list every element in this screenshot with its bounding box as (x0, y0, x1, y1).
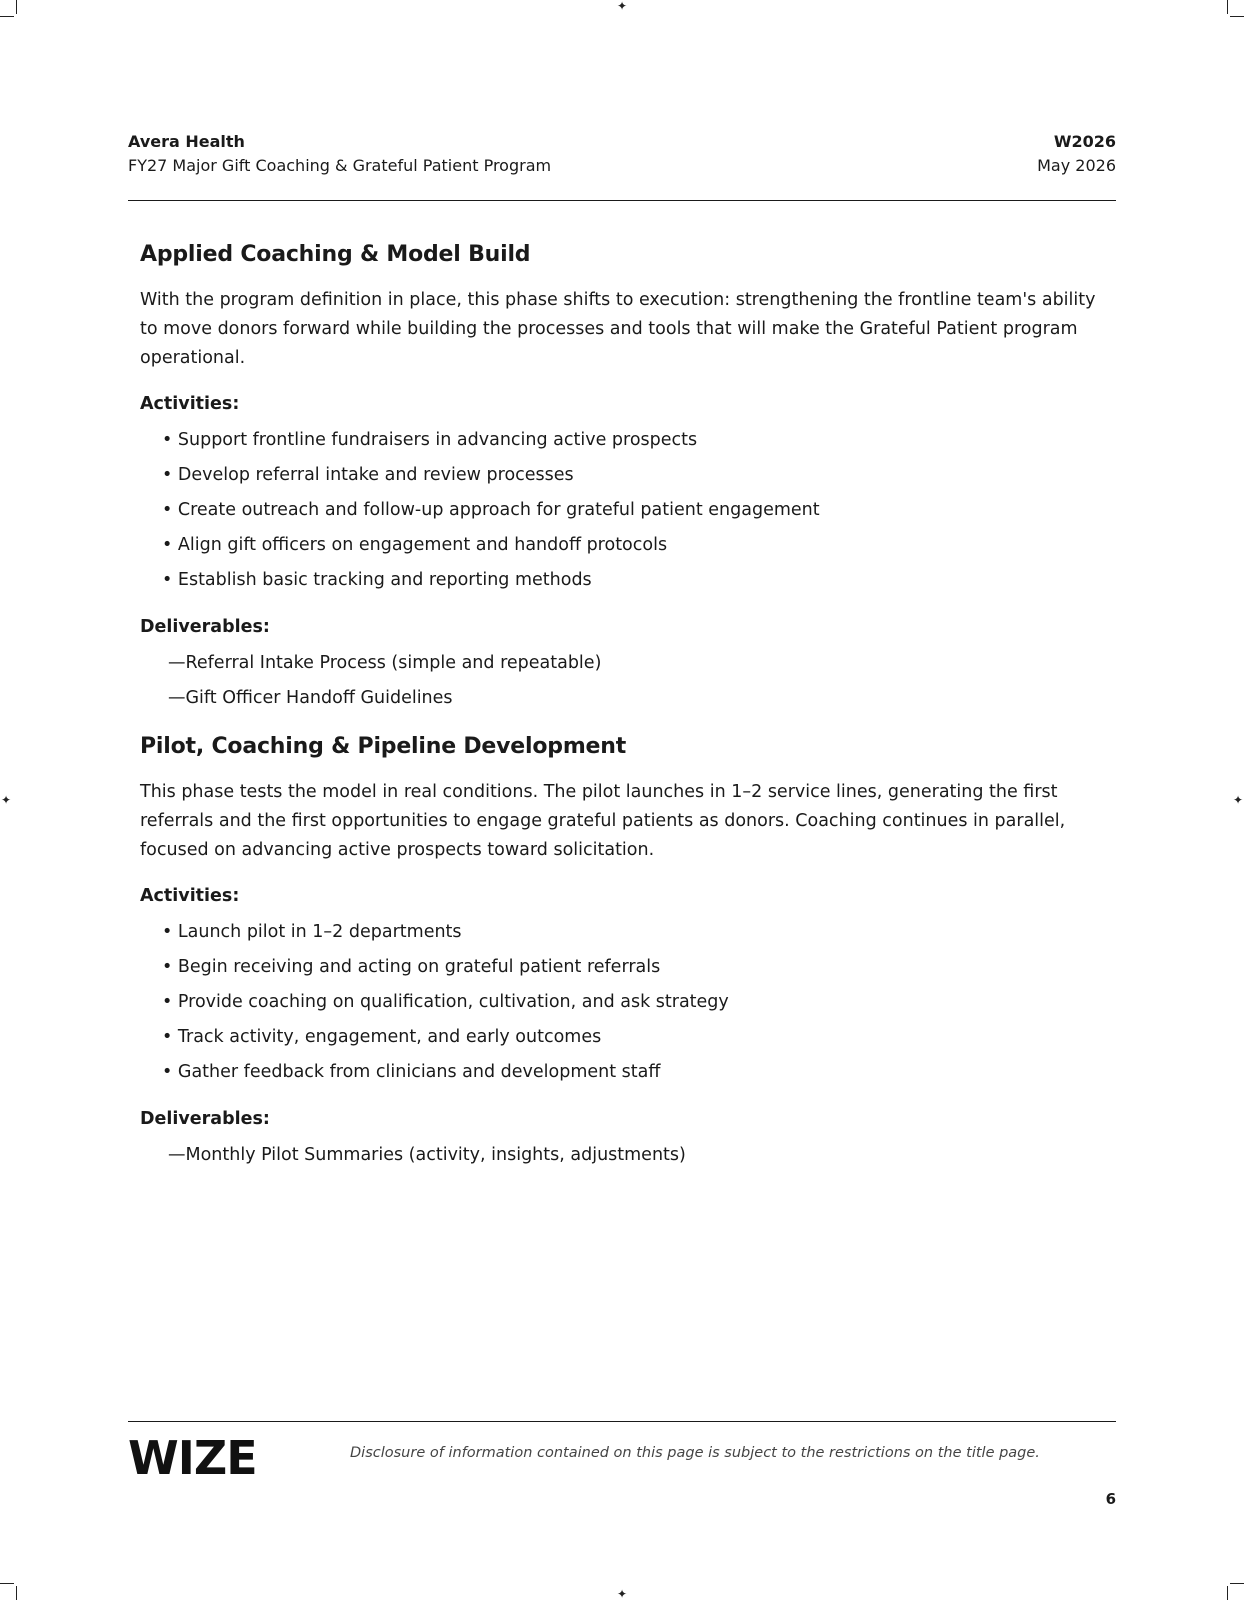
crop-mark (1230, 1583, 1244, 1584)
page-content (140, 240, 1110, 1189)
activities-list (140, 423, 1110, 598)
section-applied-coaching (140, 240, 1110, 716)
list-item: — Monthly Pilot Summaries (activity, insights, adjustments) (168, 1138, 1110, 1173)
deliverables-list (140, 1138, 1110, 1173)
registration-mark-icon: ✦ (0, 793, 12, 807)
crop-mark (0, 1583, 14, 1584)
list-item: — Referral Intake Process (simple and repeatable) (168, 646, 1110, 681)
page-footer (128, 1421, 1116, 1485)
document-date: May 2026 (1037, 156, 1116, 175)
header-left (128, 130, 551, 178)
list-item: • Develop referral intake and review processes (162, 458, 1110, 493)
deliverables-label: Deliverables: (140, 617, 270, 637)
crop-mark (0, 16, 14, 17)
deliverables-label: Deliverables: (140, 1109, 270, 1129)
header-right (1037, 130, 1116, 178)
list-item: • Begin receiving and acting on grateful patient referrals (162, 950, 1110, 985)
program-name: FY27 Major Gift Coaching & Grateful Patient Program (128, 156, 552, 175)
list-item: • Create outreach and follow-up approach for grateful patient engagement (162, 493, 1110, 528)
org-name: Avera Health (128, 132, 245, 151)
section-pilot-coaching (140, 732, 1110, 1173)
crop-mark (16, 0, 17, 14)
document-code: W2026 (1053, 132, 1116, 151)
section-title: Applied Coaching & Model Build (140, 242, 531, 267)
page-header (128, 130, 1116, 201)
crop-mark (1227, 0, 1228, 14)
list-item: — Gift Officer Handoff Guidelines (168, 681, 1110, 716)
section-intro: With the program definition in place, this phase shifts to execution: strengthening the frontline team's ability to move donors forward while building the processes and tools that will make the Grateful Patient program operational. (140, 290, 1096, 368)
disclosure-text: Disclosure of information contained on this page is subject to the restrictions on the title page. (350, 1445, 1040, 1461)
list-item: • Provide coaching on qualification, cultivation, and ask strategy (162, 985, 1110, 1020)
list-item: • Gather feedback from clinicians and development staff (162, 1055, 1110, 1090)
registration-mark-icon: ✦ (616, 1587, 628, 1601)
list-item: • Align gift officers on engagement and handoff protocols (162, 528, 1110, 563)
crop-mark (1227, 1586, 1228, 1600)
crop-mark (1230, 16, 1244, 17)
list-item: • Establish basic tracking and reporting methods (162, 563, 1110, 598)
activities-label: Activities: (140, 394, 240, 414)
activities-label: Activities: (140, 886, 240, 906)
section-title: Pilot, Coaching & Pipeline Development (140, 734, 627, 759)
section-intro: This phase tests the model in real conditions. The pilot launches in 1–2 service lines, generating the first referrals and the first opportunities to engage grateful patients as donors. Coaching continues in parallel, focused on advancing active prospects toward solicitation. (140, 782, 1066, 860)
activities-list (140, 915, 1110, 1090)
list-item: • Support frontline fundraisers in advancing active prospects (162, 423, 1110, 458)
registration-mark-icon: ✦ (1232, 793, 1244, 807)
deliverables-list (140, 646, 1110, 716)
wize-logo: WIZE (128, 1431, 257, 1485)
list-item: • Launch pilot in 1–2 departments (162, 915, 1110, 950)
page-number: 6 (1105, 1490, 1116, 1508)
crop-mark (16, 1586, 17, 1600)
registration-mark-icon: ✦ (616, 0, 628, 13)
list-item: • Track activity, engagement, and early outcomes (162, 1020, 1110, 1055)
